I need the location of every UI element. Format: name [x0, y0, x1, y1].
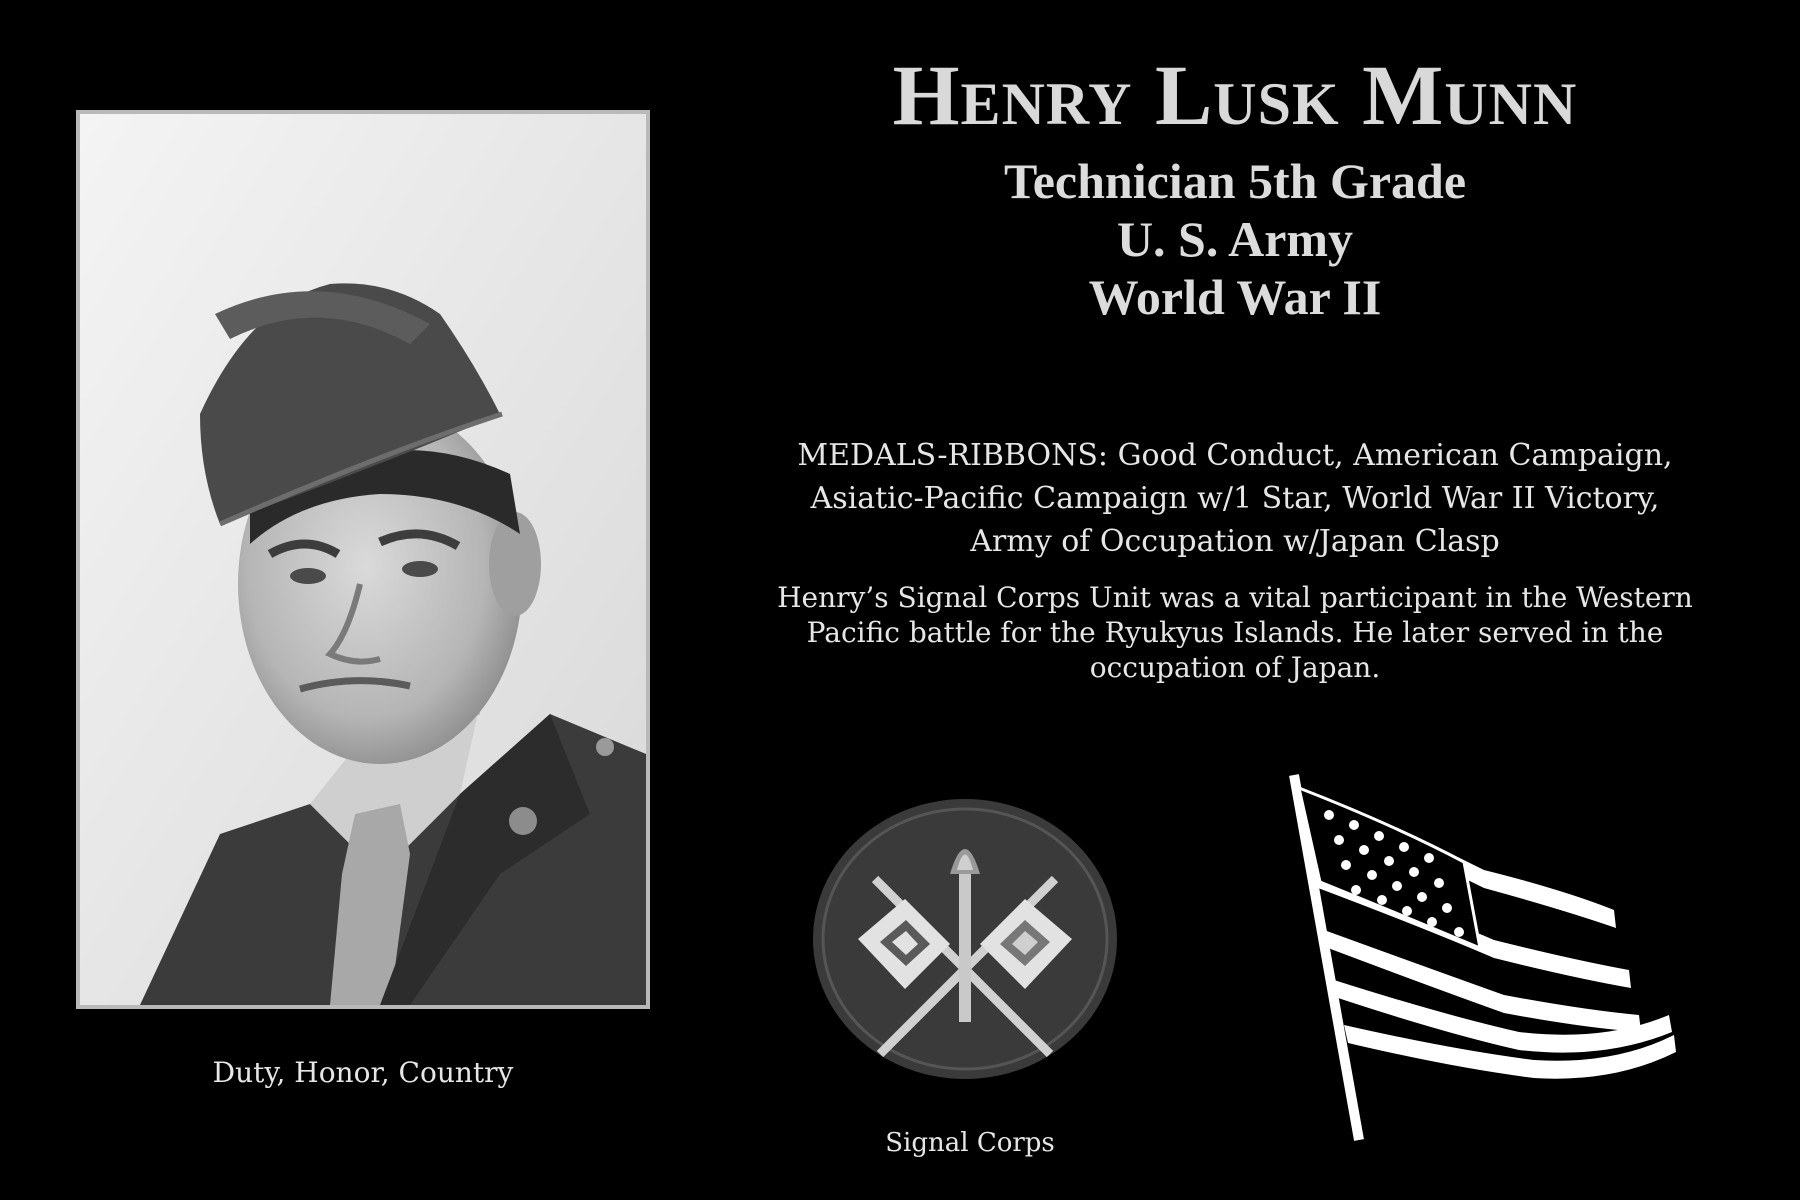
- bio-line: Henry’s Signal Corps Unit was a vital participant in the Western: [777, 581, 1693, 614]
- medals-ribbons: [740, 434, 1730, 563]
- insignia-caption: Signal Corps: [885, 1128, 1055, 1158]
- war-title: World War II: [1088, 269, 1382, 325]
- signal-corps-patch-icon: [810, 784, 1120, 1094]
- rank-title: Technician 5th Grade: [1003, 153, 1467, 209]
- service-bio: [740, 580, 1730, 685]
- photo-caption: Duty, Honor, Country: [212, 1056, 514, 1089]
- medals-line: Asiatic-Pacific Campaign w/1 Star, World War II Victory,: [810, 481, 1660, 516]
- bio-line: Pacific battle for the Ryukyus Islands. He later served in the: [806, 616, 1664, 649]
- medals-line: MEDALS-RIBBONS: Good Conduct, American Campaign,: [797, 438, 1673, 473]
- soldier-portrait: [80, 114, 646, 1005]
- portrait-frame: [76, 110, 650, 1009]
- medals-line: Army of Occupation w/Japan Clasp: [970, 524, 1500, 559]
- veteran-name: Henry Lusk Munn: [892, 47, 1578, 143]
- bio-line: occupation of Japan.: [1089, 651, 1381, 684]
- us-flag-icon: [1284, 770, 1684, 1146]
- branch-title: U. S. Army: [1116, 211, 1354, 267]
